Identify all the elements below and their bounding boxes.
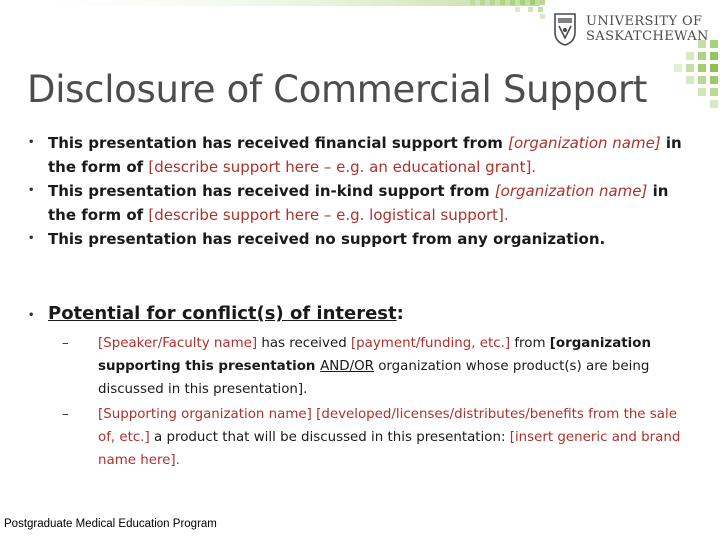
list-item <box>28 131 690 179</box>
placeholder-text: [organization name] <box>494 182 648 200</box>
bullet-text: in the form of <box>48 134 682 176</box>
page-title: Disclosure of Commercial Support <box>27 68 648 111</box>
placeholder-text: [Speaker/Faculty name] <box>98 336 258 351</box>
logo-line-1: UNIVERSITY OF <box>586 14 703 29</box>
bullet-text: This presentation has received no support from any organization. <box>48 230 606 248</box>
bullet-dot-icon: • <box>28 310 35 321</box>
and-or-text: AND/OR <box>320 359 374 374</box>
footer-text: Postgraduate Medical Education Program <box>4 518 217 530</box>
university-logo <box>553 11 709 47</box>
conflict-colon: : <box>396 303 404 324</box>
list-item <box>28 179 690 227</box>
sub-text: from <box>510 336 550 351</box>
placeholder-text: [describe support here – e.g. logistical support]. <box>148 206 509 224</box>
list-item <box>28 227 690 251</box>
conflict-sub-list <box>62 332 692 472</box>
placeholder-text: [organization name] <box>508 134 661 152</box>
placeholder-text: [insert generic and brand name here]. <box>98 430 681 468</box>
support-bullet-list <box>28 131 690 251</box>
placeholder-text: [organization supporting this presentation <box>98 336 651 374</box>
placeholder-text: [Supporting organization name] <box>98 407 312 422</box>
bullet-text: This presentation has received in-kind support from <box>48 182 495 200</box>
placeholder-text: [describe support here – e.g. an educational grant]. <box>148 158 537 176</box>
crest-icon <box>553 12 577 46</box>
placeholder-text: [payment/funding, etc.] <box>350 336 511 351</box>
bullet-text: This presentation has received financial support from <box>48 134 509 152</box>
placeholder-text: [developed/licenses/distributes/benefits from the sale of, etc.] <box>98 407 677 445</box>
bullet-dot-icon: • <box>28 233 35 244</box>
sub-text: a product that will be discussed in this presentation: <box>149 430 510 445</box>
dash-bullet-icon: – <box>62 336 69 351</box>
sub-text: has received <box>257 336 351 351</box>
bullet-text: in the form of <box>48 182 669 224</box>
placeholder-text: organization whose product(s) are being discussed in this presentation]. <box>98 359 650 397</box>
list-item <box>62 332 692 401</box>
conflict-heading <box>28 300 690 328</box>
dash-bullet-icon: – <box>62 407 69 422</box>
logo-line-2: SASKATCHEWAN <box>586 29 709 44</box>
list-item <box>62 403 692 472</box>
bullet-dot-icon: • <box>28 185 35 196</box>
bullet-dot-icon: • <box>28 137 35 148</box>
conflict-label: Potential for conflict(s) of interest <box>48 303 397 324</box>
